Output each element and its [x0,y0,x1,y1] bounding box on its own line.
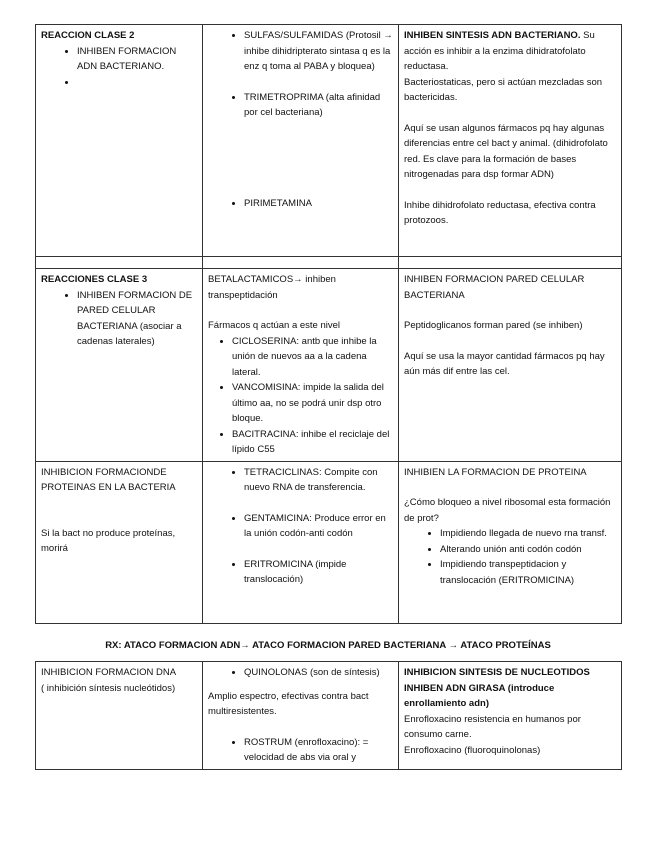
list-item: • Impidiendo llegada de nuevo rna transf. [440,526,616,542]
list-item: • QUINOLONAS (son de síntesis) [244,665,393,681]
main-table [35,24,622,624]
rx-caption: RX: ATACO FORMACION ADN→ ATACO FORMACION PARED BACTERIANA → ATACO PROTEÍNAS [105,640,551,651]
text: INHIBICION FORMACION DNA [41,667,177,678]
empty-cell [36,257,203,269]
list-item: • Alterando unión anti codón codón [440,542,616,558]
cell-protein-notes [399,461,622,623]
table-row [36,662,622,770]
cell-protein-drugs [203,461,399,623]
text: ¿Cómo bloqueo a nivel ribosomal esta formación de prot? [404,497,611,524]
text: Inhibe dihidrofolato reductasa, efectiva contra protozoos. [404,199,596,226]
cell-class2-title [36,25,203,257]
empty-cell [399,257,622,269]
list-item: • CICLOSERINA: antb que inhibe la unión de nuevos aa a la cadena lateral. [232,334,393,381]
dna-table [35,661,622,770]
list-item: • INHIBEN FORMACION ADN BACTERIANO. [77,44,197,75]
table-row [36,461,622,623]
list-item: • Impidiendo transpeptidacion y translocación (ERITROMICINA) [440,557,616,588]
list-item: • TRIMETROPRIMA (alta afinidad por cel bacteriana) [244,90,393,121]
list-item: • GENTAMICINA: Produce error en la unión codón-anti codón [244,511,393,542]
cell-class3-notes [399,269,622,462]
list-item: • VANCOMISINA: impide la salida del último aa, no se podrá unir dsp otro bloque. [232,380,393,427]
text: Fármacos q actúan a este nivel [208,320,341,331]
cell-dna-drugs [203,662,399,770]
text: INHIBICION FORMACIONDE PROTEINAS EN LA BACTERIA [41,466,176,493]
list-item: • SULFAS/SULFAMIDAS (Protosil → inhibe dihidripterato sintasa q es la enz q toma al PABA y bloquea) [244,28,393,75]
empty-cell [203,257,399,269]
table-row [36,25,622,257]
cell-class2-notes [399,25,622,257]
list-item: • TETRACICLINAS: Compite con nuevo RNA de transferencia. [244,465,393,496]
text: Amplio espectro, efectivas contra bact multiresistentes. [208,690,369,717]
list-item: • PIRIMETAMINA [244,196,393,212]
cell-dna-title [36,662,203,770]
bold-text: INHIBEN SINTESIS ADN BACTERIANO. [404,30,581,41]
list-item [77,75,197,91]
text: INHIBIEN LA FORMACION DE PROTEINA [404,466,587,478]
list-item: • INHIBEN FORMACION DE PARED CELULAR BACTERIANA (asociar a cadenas laterales) [77,288,197,350]
cell-protein-title [36,461,203,623]
bold-text: INHIBICION SINTESIS DE NUCLEOTIDOS [404,667,590,678]
text: INHIBEN FORMACION PARED CELULAR BACTERIANA [404,274,585,301]
text: BETALACTAMICOS→ inhiben transpeptidación [208,274,336,301]
cell-title: REACCION CLASE 2 [41,30,135,41]
text: Enrofloxacino (fluoroquinolonas) [404,744,541,756]
list-item: • ROSTRUM (enrofloxacino): = velocidad de abs via oral y [244,735,393,766]
table-row-spacer [36,257,622,269]
text: Si la bact no produce proteínas, morirá [41,527,176,554]
text: Peptidoglicanos forman pared (se inhiben) [404,320,583,331]
cell-title: REACCIONES CLASE 3 [41,274,148,285]
text: Aquí se usan algunos fármacos pq hay algunas diferencias entre cel bact y animal. (dihidrofolato red. Es clave para la formación de bases nitrogenadas para dsp formar ADN) [404,122,608,180]
text: ( inhibición síntesis nucleótidos) [41,682,176,694]
cell-class3-title [36,269,203,462]
table-row [36,269,622,462]
text: Enrofloxacino resistencia en humanos por consumo carne. [404,713,581,740]
cell-class2-drugs [203,25,399,257]
cell-dna-notes [399,662,622,770]
text: Su acción es inhibir a la enzima dihidratofolato reductasa. [404,30,595,72]
bold-text: INHIBEN ADN GIRASA (introduce enrollamiento adn) [404,682,555,709]
list-item: • BACITRACINA: inhibe el reciclaje del lípido C55 [232,427,393,458]
cell-class3-drugs [203,269,399,462]
text: Aquí se usa la mayor cantidad fármacos pq hay aún más dif entre las cel. [404,350,605,377]
list-item: • ERITROMICINA (impide translocación) [244,557,393,588]
text: Bacteriostaticas, pero si actúan mezcladas son bactericidas. [404,76,603,103]
